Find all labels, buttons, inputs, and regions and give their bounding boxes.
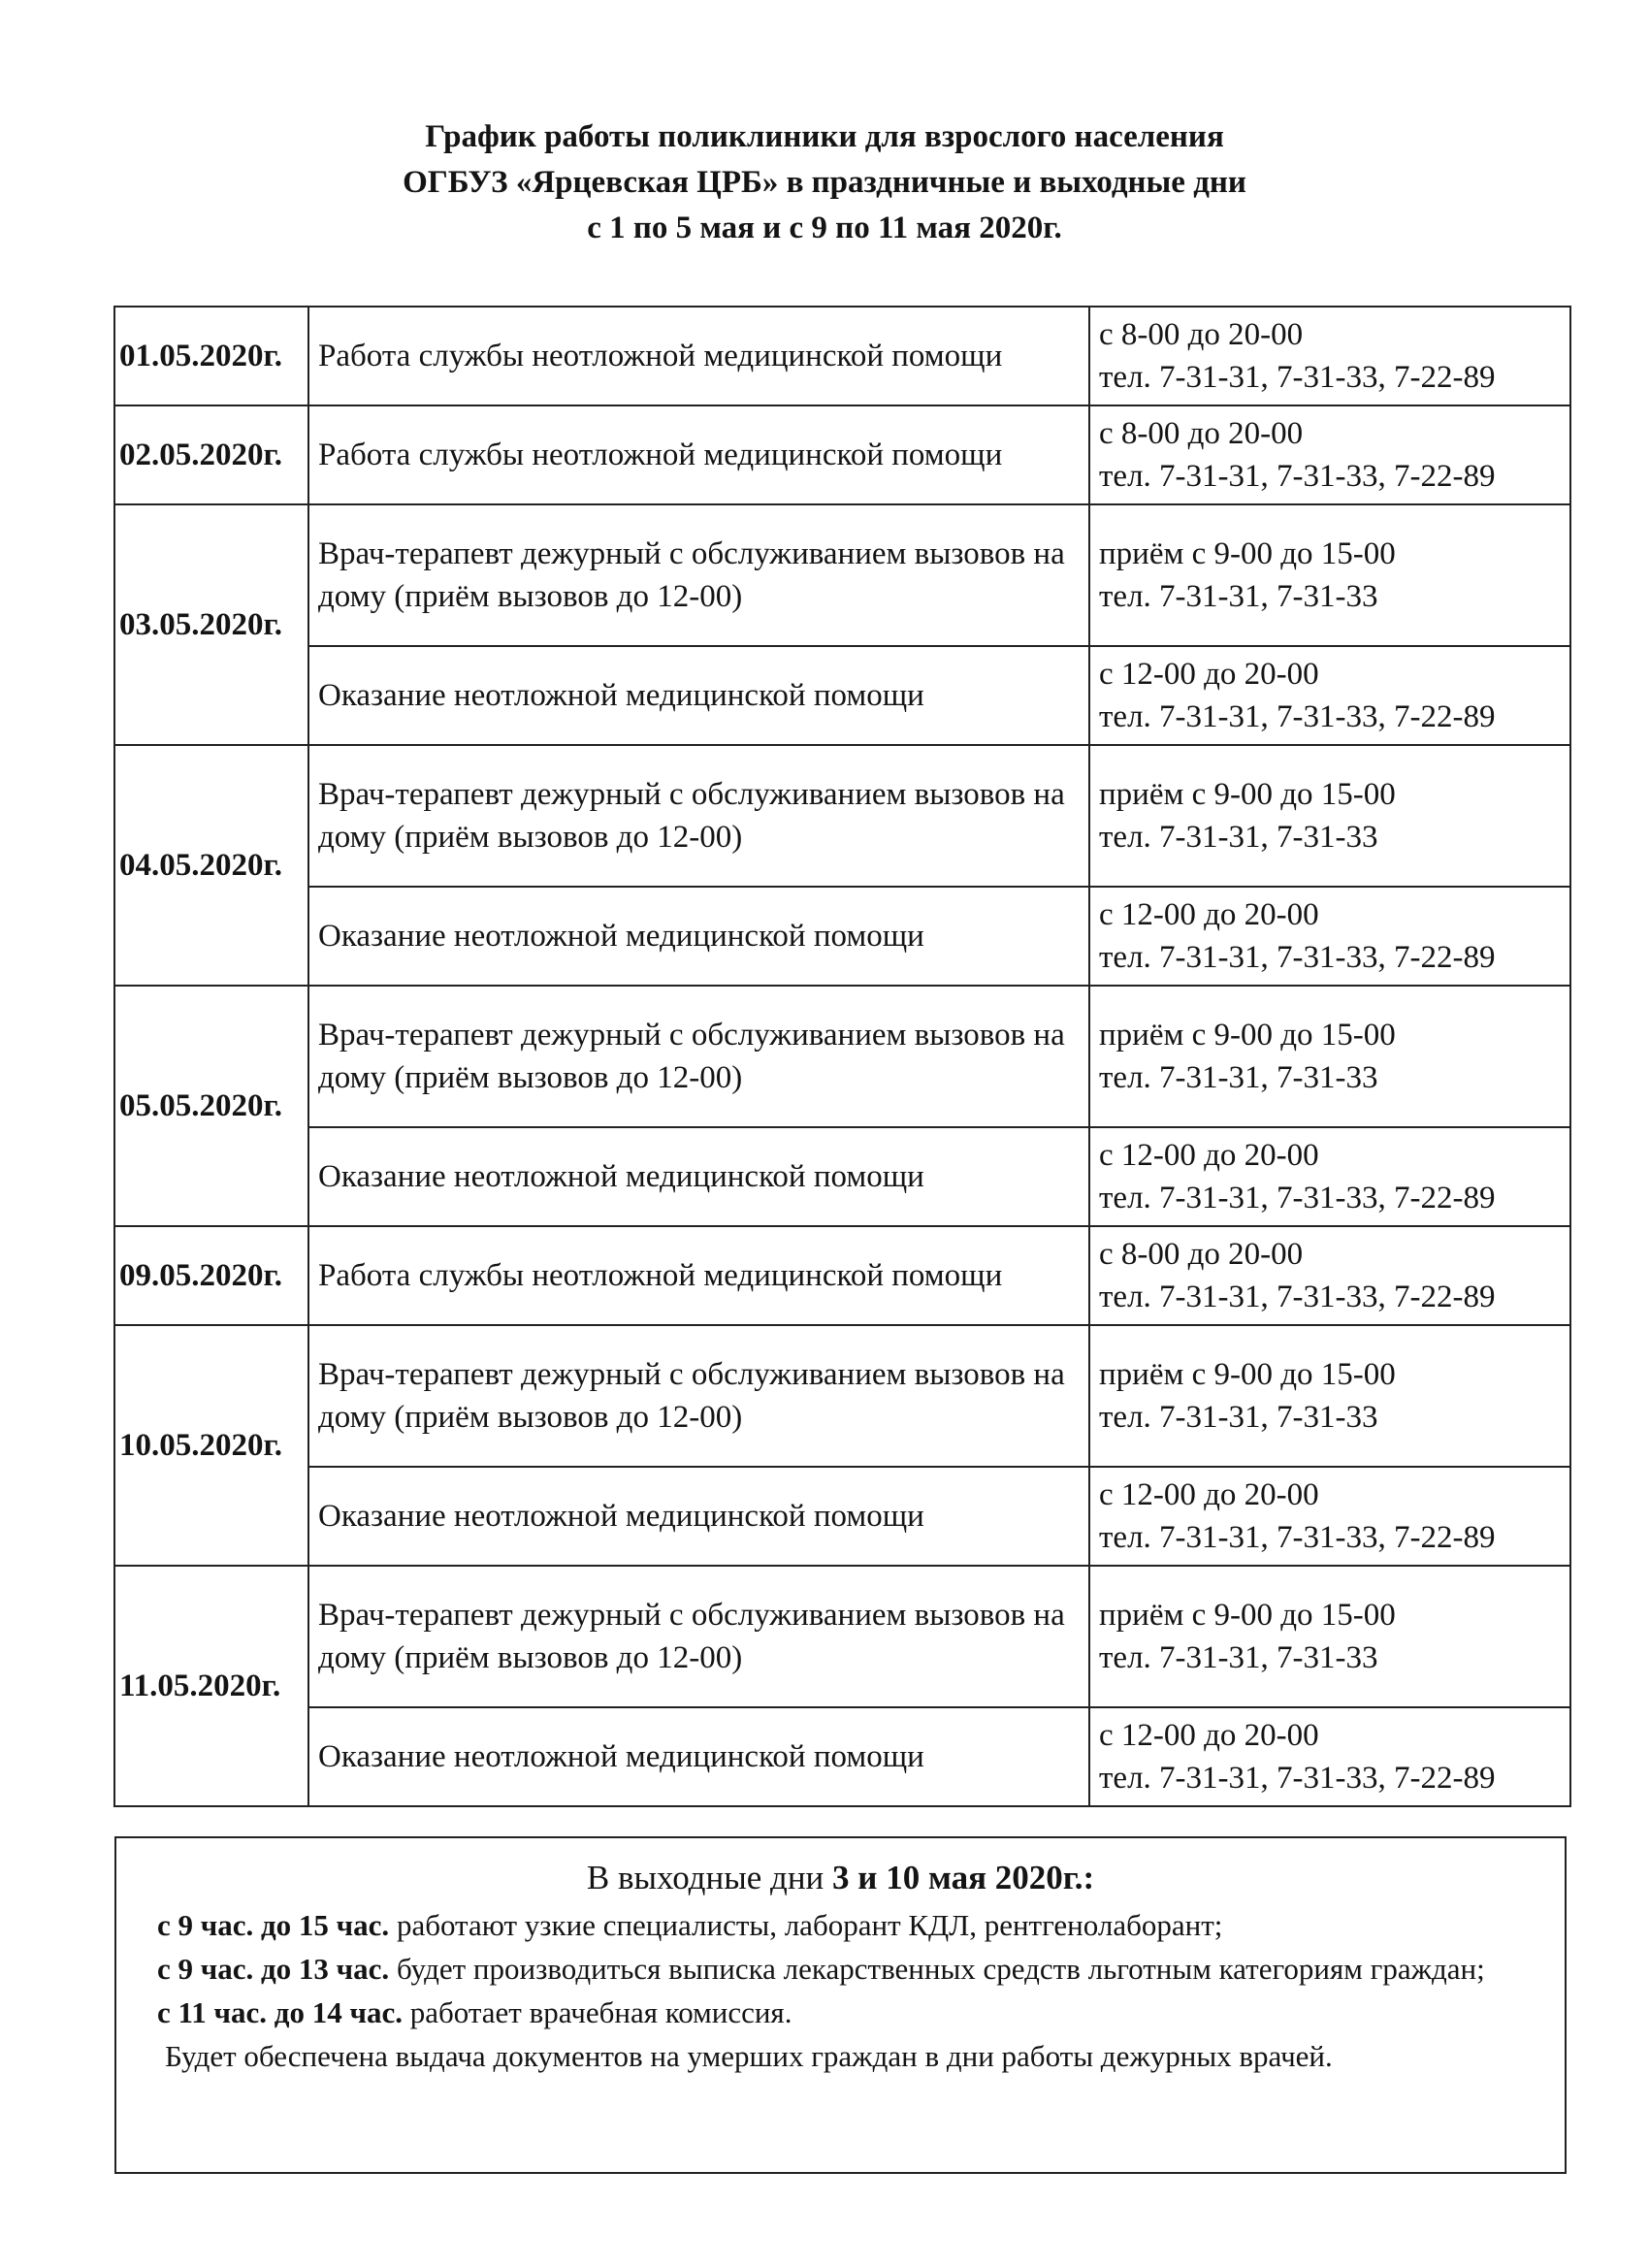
- weekend-note-line: [116, 1947, 1565, 1991]
- service-description: Врач-терапевт дежурный с обслуживанием вызовов на дому (приём вызовов до 12-00): [308, 986, 1089, 1127]
- service-phone: тел. 7-31-31, 7-31-33: [1099, 820, 1378, 855]
- weekend-note-line-hours: с 9 час. до 15 час.: [157, 1908, 390, 1942]
- date-cell: 01.05.2020г.: [114, 307, 308, 405]
- service-hours: приём с 9-00 до 15-00: [1099, 1598, 1396, 1633]
- service-hours-cell: [1089, 307, 1570, 405]
- table-row: [114, 1707, 1570, 1806]
- service-description: Работа службы неотложной медицинской помощи: [308, 307, 1089, 405]
- service-description: Врач-терапевт дежурный с обслуживанием вызовов на дому (приём вызовов до 12-00): [308, 1566, 1089, 1707]
- weekend-note-line-text: работают узкие специалисты, лаборант КДЛ, рентгенолаборант;: [389, 1908, 1223, 1942]
- table-row: [114, 986, 1570, 1127]
- service-hours-cell: [1089, 1127, 1570, 1226]
- title-line-1: График работы поликлиники для взрослого населения: [425, 119, 1224, 154]
- weekend-note-line: [116, 1991, 1565, 2034]
- service-phone: тел. 7-31-31, 7-31-33, 7-22-89: [1099, 459, 1496, 494]
- table-row: [114, 745, 1570, 887]
- service-hours-cell: [1089, 1467, 1570, 1566]
- date-cell: 10.05.2020г.: [114, 1325, 308, 1566]
- weekend-note: [114, 1836, 1567, 2174]
- service-hours-cell: [1089, 1226, 1570, 1325]
- service-phone: тел. 7-31-31, 7-31-33: [1099, 1400, 1378, 1435]
- service-hours-cell: [1089, 1566, 1570, 1707]
- table-row: [114, 1325, 1570, 1467]
- service-hours-cell: [1089, 646, 1570, 745]
- service-description: Врач-терапевт дежурный с обслуживанием вызовов на дому (приём вызовов до 12-00): [308, 1325, 1089, 1467]
- weekend-note-line: [116, 1903, 1565, 1947]
- date-cell: 09.05.2020г.: [114, 1226, 308, 1325]
- weekend-note-heading: [116, 1856, 1565, 1899]
- service-hours-cell: [1089, 745, 1570, 887]
- service-hours: с 12-00 до 20-00: [1099, 897, 1319, 932]
- table-row: [114, 1127, 1570, 1226]
- service-phone: тел. 7-31-31, 7-31-33, 7-22-89: [1099, 360, 1496, 395]
- service-description: Оказание неотложной медицинской помощи: [308, 646, 1089, 745]
- date-cell: 03.05.2020г.: [114, 504, 308, 745]
- date-cell: 11.05.2020г.: [114, 1566, 308, 1806]
- schedule-table: [113, 306, 1571, 1807]
- service-hours-cell: [1089, 986, 1570, 1127]
- service-hours: приём с 9-00 до 15-00: [1099, 536, 1396, 571]
- title-line-2: ОГБУЗ «Ярцевская ЦРБ» в праздничные и выходные дни: [403, 165, 1246, 200]
- service-description: Врач-терапевт дежурный с обслуживанием вызовов на дому (приём вызовов до 12-00): [308, 504, 1089, 646]
- service-description: Оказание неотложной медицинской помощи: [308, 1127, 1089, 1226]
- schedule-body: [114, 307, 1570, 1806]
- weekend-note-line-hours: с 9 час. до 13 час.: [157, 1952, 390, 1986]
- service-hours-cell: [1089, 1325, 1570, 1467]
- service-hours: с 12-00 до 20-00: [1099, 1477, 1319, 1512]
- service-phone: тел. 7-31-31, 7-31-33, 7-22-89: [1099, 1181, 1496, 1215]
- service-hours: с 8-00 до 20-00: [1099, 317, 1304, 352]
- service-hours-cell: [1089, 887, 1570, 986]
- service-description: Врач-терапевт дежурный с обслуживанием вызовов на дому (приём вызовов до 12-00): [308, 745, 1089, 887]
- service-hours: с 8-00 до 20-00: [1099, 416, 1304, 451]
- table-row: [114, 504, 1570, 646]
- weekend-note-footer: Будет обеспечена выдача документов на умерших граждан в дни работы дежурных врачей.: [165, 2039, 1333, 2073]
- weekend-note-line-text: будет производиться выписка лекарственных средств льготным категориям граждан;: [389, 1952, 1485, 1986]
- service-hours-cell: [1089, 405, 1570, 504]
- date-cell: 02.05.2020г.: [114, 405, 308, 504]
- service-hours: с 12-00 до 20-00: [1099, 1138, 1319, 1173]
- weekend-note-heading-prefix: В выходные дни: [586, 1859, 833, 1896]
- service-description: Работа службы неотложной медицинской помощи: [308, 1226, 1089, 1325]
- table-row: [114, 887, 1570, 986]
- weekend-note-line-text: работает врачебная комиссия.: [402, 1995, 792, 2029]
- table-row: [114, 307, 1570, 405]
- service-phone: тел. 7-31-31, 7-31-33, 7-22-89: [1099, 1280, 1496, 1314]
- title-line-3: с 1 по 5 мая и с 9 по 11 мая 2020г.: [587, 211, 1062, 245]
- date-cell: 04.05.2020г.: [114, 745, 308, 986]
- service-phone: тел. 7-31-31, 7-31-33, 7-22-89: [1099, 940, 1496, 975]
- service-phone: тел. 7-31-31, 7-31-33, 7-22-89: [1099, 1520, 1496, 1555]
- table-row: [114, 1226, 1570, 1325]
- service-description: Работа службы неотложной медицинской помощи: [308, 405, 1089, 504]
- service-hours-cell: [1089, 1707, 1570, 1806]
- service-hours: приём с 9-00 до 15-00: [1099, 1357, 1396, 1392]
- table-row: [114, 1467, 1570, 1566]
- service-hours: приём с 9-00 до 15-00: [1099, 1018, 1396, 1053]
- service-description: Оказание неотложной медицинской помощи: [308, 1467, 1089, 1566]
- service-hours: приём с 9-00 до 15-00: [1099, 777, 1396, 812]
- service-phone: тел. 7-31-31, 7-31-33, 7-22-89: [1099, 699, 1496, 734]
- weekend-note-heading-dates: 3 и 10 мая 2020г.:: [832, 1859, 1095, 1896]
- service-description: Оказание неотложной медицинской помощи: [308, 1707, 1089, 1806]
- service-description: Оказание неотложной медицинской помощи: [308, 887, 1089, 986]
- service-hours: с 12-00 до 20-00: [1099, 1718, 1319, 1753]
- table-row: [114, 1566, 1570, 1707]
- weekend-note-line-hours: с 11 час. до 14 час.: [157, 1995, 403, 2029]
- date-cell: 05.05.2020г.: [114, 986, 308, 1226]
- table-row: [114, 405, 1570, 504]
- service-phone: тел. 7-31-31, 7-31-33: [1099, 579, 1378, 614]
- service-hours-cell: [1089, 504, 1570, 646]
- service-phone: тел. 7-31-31, 7-31-33: [1099, 1060, 1378, 1095]
- table-row: [114, 646, 1570, 745]
- service-phone: тел. 7-31-31, 7-31-33: [1099, 1640, 1378, 1675]
- service-phone: тел. 7-31-31, 7-31-33, 7-22-89: [1099, 1761, 1496, 1796]
- document-title: [0, 114, 1649, 251]
- service-hours: с 8-00 до 20-00: [1099, 1237, 1304, 1272]
- service-hours: с 12-00 до 20-00: [1099, 657, 1319, 692]
